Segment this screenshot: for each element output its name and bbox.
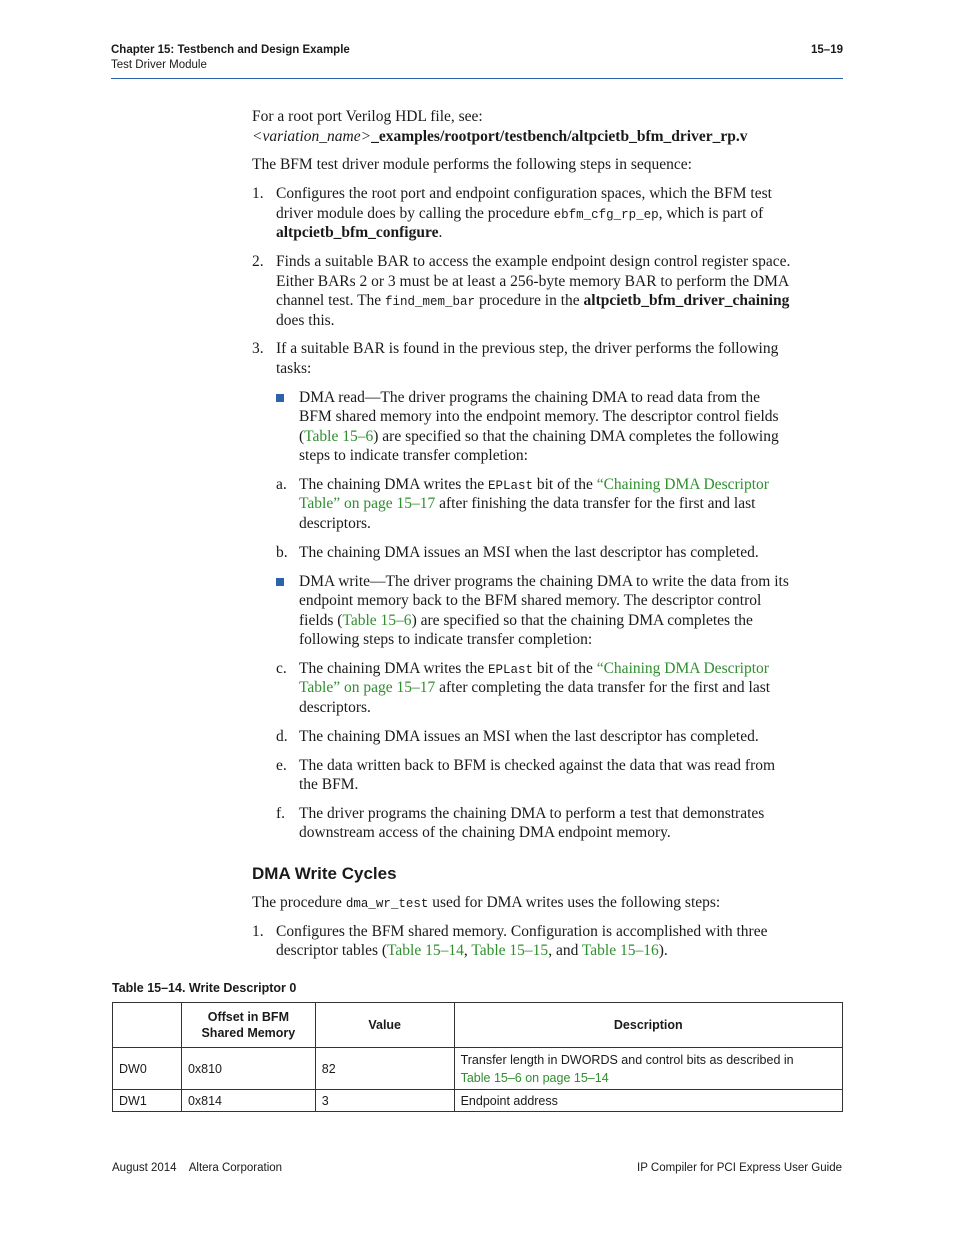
read-line1: DMA read—The driver programs the chaining DMA to read data from the [299, 389, 760, 406]
substep-letter: f. [276, 805, 286, 822]
link-chaining-dma-descriptor[interactable]: “Chaining DMA Descriptor [596, 476, 769, 493]
code-ebfm-cfg: ebfm_cfg_rp_ep [553, 208, 659, 222]
bullet-square-icon [276, 394, 284, 402]
cell-value: 3 [315, 1090, 454, 1112]
table-header-row [113, 1003, 843, 1048]
step-1-line2: driver module does by calling the procedure ebfm_cfg_rp_ep, which is part of [276, 205, 764, 222]
table-row [113, 1048, 843, 1090]
step-3-line2: tasks: [276, 360, 312, 377]
variation-name: <variation_name> [252, 128, 372, 145]
substep-e-line1: The data written back to BFM is checked against the data that was read from [299, 757, 776, 774]
page-header [111, 42, 843, 79]
substep-c-line3: descriptors. [299, 699, 371, 716]
cell-description: Endpoint address [454, 1090, 842, 1112]
section-title: Test Driver Module [111, 59, 207, 71]
cell-name: DW1 [113, 1090, 182, 1112]
substep-e-line2: the BFM. [299, 776, 359, 793]
step-1-line1: Configures the root port and endpoint configuration spaces, which the BFM test [276, 185, 772, 202]
substep-c-line1: The chaining DMA writes the EPLast bit of the “Chaining DMA Descriptor [299, 660, 769, 677]
read-line4: steps to indicate transfer completion: [299, 447, 528, 464]
write-descriptor-table [112, 1002, 843, 1112]
substep-letter: e. [276, 757, 287, 774]
substep-c-line2: Table” on page 15–17 after completing the data transfer for the first and last [299, 679, 771, 696]
footer-left: August 2014 Altera Corporation [112, 1162, 283, 1174]
link-chaining-dma-descriptor[interactable]: “Chaining DMA Descriptor [596, 660, 769, 677]
step-2-line3: channel test. The find_mem_bar procedure in the altpcietb_bfm_driver_chaining [276, 292, 790, 309]
link-table-15-6-page[interactable]: Table 15–6 on page 15–14 [460, 1070, 609, 1085]
write-line3: fields (Table 15–6) are specified so that the chaining DMA completes the [299, 612, 753, 629]
substep-letter: c. [276, 660, 287, 677]
link-table-15-6[interactable]: Table 15–6 [304, 428, 374, 445]
step-number: 3. [252, 340, 264, 357]
substep-a-line1: The chaining DMA writes the EPLast bit of the “Chaining DMA Descriptor [299, 476, 769, 493]
step-3-line1: If a suitable BAR is found in the previous step, the driver performs the following [276, 340, 779, 357]
cell-value: 82 [315, 1048, 454, 1090]
substep-letter: a. [276, 476, 287, 493]
link-chaining-dma-descriptor-page[interactable]: Table” on page 15–17 [299, 495, 436, 512]
intro-line: For a root port Verilog HDL file, see: [252, 108, 483, 125]
step-number: 1. [252, 923, 264, 940]
chapter-title: Chapter 15: Testbench and Design Example [111, 44, 350, 56]
cell-offset: 0x810 [181, 1048, 315, 1090]
link-table-15-15[interactable]: Table 15–15 [471, 942, 549, 959]
write-line4: following steps to indicate transfer completion: [299, 631, 593, 648]
cell-description: Transfer length in DWORDS and control bits as described in Table 15–6 on page 15–14 [454, 1048, 842, 1090]
substep-letter: d. [276, 728, 288, 745]
bullet-square-icon [276, 578, 284, 586]
column-header-blank [113, 1003, 182, 1048]
cell-name: DW0 [113, 1048, 182, 1090]
cell-offset: 0x814 [181, 1090, 315, 1112]
link-table-15-14[interactable]: Table 15–14 [387, 942, 464, 959]
step-1-line3: altpcietb_bfm_configure. [276, 224, 443, 241]
substep-d-line1: The chaining DMA issues an MSI when the last descriptor has completed. [299, 728, 759, 745]
page-number: 15–19 [811, 44, 843, 56]
file-path: _examples/rootport/testbench/altpcietb_bfm_driver_rp.v [371, 128, 748, 145]
step-number: 1. [252, 185, 264, 202]
step-2-line2: Either BARs 2 or 3 must be at least a 256-byte memory BAR to perform the DMA [276, 273, 790, 290]
write-line2: endpoint memory back to the BFM shared memory. The descriptor control [299, 592, 762, 609]
link-chaining-dma-descriptor-page[interactable]: Table” on page 15–17 [299, 679, 436, 696]
step-number: 2. [252, 253, 264, 270]
substep-a-line2: Table” on page 15–17 after finishing the data transfer for the first and last [299, 495, 756, 512]
substep-letter: b. [276, 544, 288, 561]
column-header-offset: Offset in BFM Shared Memory [181, 1003, 315, 1048]
intro-path [252, 127, 747, 147]
substep-a-line3: descriptors. [299, 515, 371, 532]
code-find-mem-bar: find_mem_bar [385, 295, 476, 309]
step-2-line4: does this. [276, 312, 335, 329]
link-table-15-16[interactable]: Table 15–16 [581, 942, 659, 959]
table-row [113, 1090, 843, 1112]
substep-f-line1: The driver programs the chaining DMA to perform a test that demonstrates [299, 805, 765, 822]
dma-step-1-line1: Configures the BFM shared memory. Configuration is accomplished with three [276, 923, 768, 940]
link-table-15-6[interactable]: Table 15–6 [342, 612, 412, 629]
section-heading: DMA Write Cycles [252, 864, 397, 883]
table-caption: Table 15–14. Write Descriptor 0 [112, 981, 297, 995]
column-header-description: Description [454, 1003, 842, 1048]
procedure-line: The procedure dma_wr_test used for DMA writes uses the following steps: [252, 894, 721, 911]
substep-f-line2: downstream access of the chaining DMA endpoint memory. [299, 824, 671, 841]
column-header-value: Value [315, 1003, 454, 1048]
footer-right: IP Compiler for PCI Express User Guide [637, 1162, 842, 1174]
code-eplast: EPLast [487, 663, 533, 677]
dma-step-1-line2: descriptor tables (Table 15–14, Table 15–15, and Table 15–16). [276, 942, 668, 959]
write-line1: DMA write—The driver programs the chaining DMA to write the data from its [299, 573, 789, 590]
step-2-line1: Finds a suitable BAR to access the example endpoint design control register space. [276, 253, 791, 270]
code-eplast: EPLast [487, 479, 533, 493]
substep-b-line1: The chaining DMA issues an MSI when the last descriptor has completed. [299, 544, 759, 561]
read-line3: (Table 15–6) are specified so that the chaining DMA completes the following [299, 428, 779, 445]
steps-intro: The BFM test driver module performs the following steps in sequence: [252, 156, 692, 173]
code-dma-wr-test: dma_wr_test [345, 897, 429, 911]
read-line2: BFM shared memory into the endpoint memory. The descriptor control fields [299, 408, 779, 425]
